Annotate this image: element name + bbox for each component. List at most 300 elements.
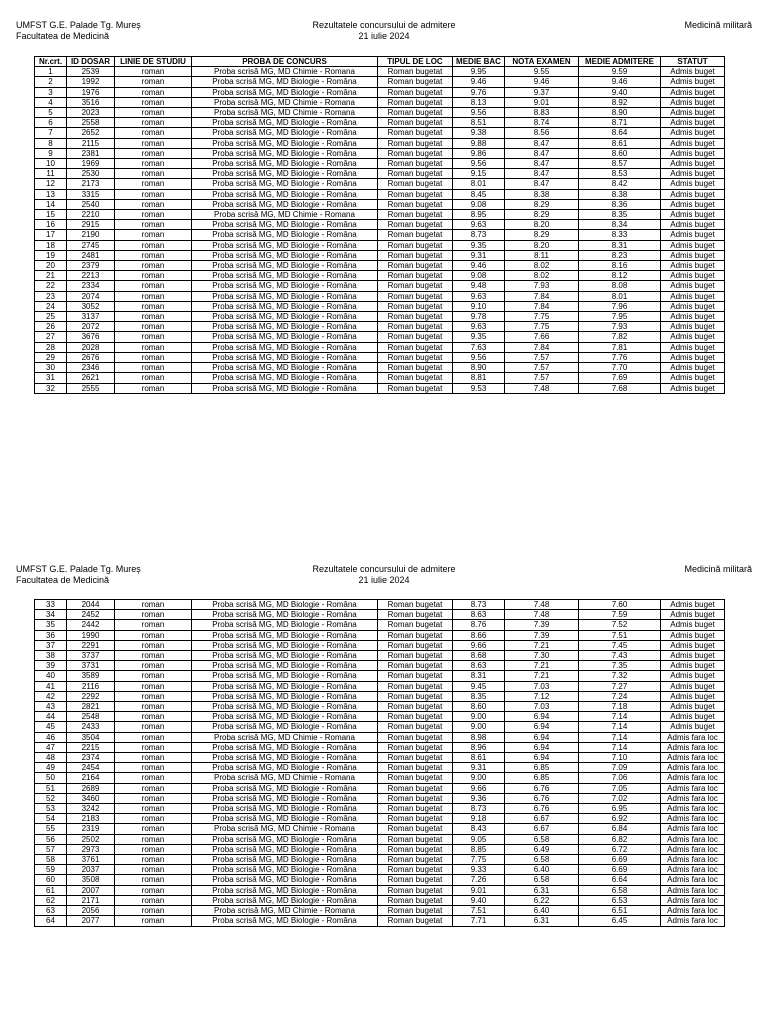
cell-tipul-de-loc: Roman bugetat <box>378 312 453 322</box>
cell-medie-bac: 8.81 <box>453 373 505 383</box>
results-table-page-2 <box>34 599 725 927</box>
table-row <box>35 108 725 118</box>
cell-nota-examen: 6.58 <box>505 834 579 844</box>
cell-nr-crt: 48 <box>35 753 67 763</box>
cell-medie-bac: 9.18 <box>453 814 505 824</box>
table-row <box>35 220 725 230</box>
cell-medie-admitere: 8.35 <box>579 210 661 220</box>
table-row <box>35 352 725 362</box>
cell-nr-crt: 52 <box>35 793 67 803</box>
cell-nr-crt: 6 <box>35 118 67 128</box>
faculty-name: Facultatea de Medicină <box>16 31 110 41</box>
cell-medie-bac: 8.76 <box>453 620 505 630</box>
table-row <box>35 681 725 691</box>
cell-tipul-de-loc: Roman bugetat <box>378 230 453 240</box>
cell-medie-bac: 7.26 <box>453 875 505 885</box>
cell-id-dosar: 3504 <box>67 732 115 742</box>
cell-medie-bac: 8.96 <box>453 742 505 752</box>
cell-id-dosar: 2044 <box>67 600 115 610</box>
cell-medie-admitere: 7.10 <box>579 753 661 763</box>
table-row <box>35 281 725 291</box>
results-title: Rezultatele concursului de admitere <box>312 20 456 30</box>
cell-nr-crt: 43 <box>35 702 67 712</box>
cell-nr-crt: 23 <box>35 291 67 301</box>
cell-medie-admitere: 6.69 <box>579 855 661 865</box>
cell-linie-de-studiu: roman <box>115 230 192 240</box>
cell-proba-de-concurs: Proba scrisă MG, MD Biologie - Româna <box>192 712 378 722</box>
cell-id-dosar: 2915 <box>67 220 115 230</box>
cell-medie-admitere: 7.05 <box>579 783 661 793</box>
cell-medie-admitere: 6.53 <box>579 895 661 905</box>
cell-statut: Admis buget <box>661 342 725 352</box>
cell-nr-crt: 59 <box>35 865 67 875</box>
cell-nr-crt: 44 <box>35 712 67 722</box>
cell-statut: Admis buget <box>661 691 725 701</box>
cell-medie-admitere: 8.90 <box>579 108 661 118</box>
cell-proba-de-concurs: Proba scrisă MG, MD Biologie - Româna <box>192 651 378 661</box>
cell-id-dosar: 2056 <box>67 906 115 916</box>
cell-statut: Admis buget <box>661 651 725 661</box>
cell-linie-de-studiu: roman <box>115 783 192 793</box>
cell-linie-de-studiu: roman <box>115 610 192 620</box>
cell-statut: Admis buget <box>661 77 725 87</box>
cell-medie-admitere: 7.14 <box>579 742 661 752</box>
cell-proba-de-concurs: Proba scrisă MG, MD Biologie - Româna <box>192 691 378 701</box>
cell-statut: Admis buget <box>661 630 725 640</box>
table-row <box>35 824 725 834</box>
cell-medie-bac: 8.13 <box>453 97 505 107</box>
cell-tipul-de-loc: Roman bugetat <box>378 722 453 732</box>
cell-statut: Admis buget <box>661 383 725 393</box>
results-date: 21 iulie 2024 <box>358 31 410 41</box>
cell-statut: Admis buget <box>661 220 725 230</box>
cell-linie-de-studiu: roman <box>115 220 192 230</box>
cell-nr-crt: 28 <box>35 342 67 352</box>
cell-medie-admitere: 8.64 <box>579 128 661 138</box>
cell-tipul-de-loc: Roman bugetat <box>378 383 453 393</box>
cell-proba-de-concurs: Proba scrisă MG, MD Biologie - Româna <box>192 250 378 260</box>
cell-medie-admitere: 7.14 <box>579 712 661 722</box>
program-name: Medicină militară <box>684 20 752 30</box>
cell-proba-de-concurs: Proba scrisă MG, MD Biologie - Româna <box>192 783 378 793</box>
cell-linie-de-studiu: roman <box>115 753 192 763</box>
cell-nr-crt: 35 <box>35 620 67 630</box>
cell-tipul-de-loc: Roman bugetat <box>378 691 453 701</box>
cell-medie-admitere: 6.51 <box>579 906 661 916</box>
cell-nr-crt: 37 <box>35 640 67 650</box>
cell-linie-de-studiu: roman <box>115 834 192 844</box>
cell-nr-crt: 7 <box>35 128 67 138</box>
cell-proba-de-concurs: Proba scrisă MG, MD Biologie - Româna <box>192 373 378 383</box>
cell-linie-de-studiu: roman <box>115 169 192 179</box>
cell-id-dosar: 3676 <box>67 332 115 342</box>
cell-nr-crt: 41 <box>35 681 67 691</box>
cell-medie-bac: 9.01 <box>453 885 505 895</box>
cell-medie-admitere: 7.59 <box>579 610 661 620</box>
university-name: UMFST G.E. Palade Tg. Mureș <box>16 564 141 574</box>
table-row <box>35 250 725 260</box>
cell-statut: Admis buget <box>661 240 725 250</box>
cell-proba-de-concurs: Proba scrisă MG, MD Biologie - Româna <box>192 916 378 926</box>
cell-proba-de-concurs: Proba scrisă MG, MD Biologie - Româna <box>192 885 378 895</box>
cell-medie-admitere: 8.71 <box>579 118 661 128</box>
cell-nr-crt: 12 <box>35 179 67 189</box>
cell-linie-de-studiu: roman <box>115 661 192 671</box>
cell-tipul-de-loc: Roman bugetat <box>378 610 453 620</box>
cell-proba-de-concurs: Proba scrisă MG, MD Chimie - Romana <box>192 732 378 742</box>
header-left <box>16 564 141 586</box>
cell-id-dosar: 2973 <box>67 844 115 854</box>
column-header-nr-crt: Nr.crt. <box>35 57 67 67</box>
cell-nr-crt: 63 <box>35 906 67 916</box>
cell-medie-admitere: 6.58 <box>579 885 661 895</box>
cell-statut: Admis buget <box>661 118 725 128</box>
cell-nr-crt: 54 <box>35 814 67 824</box>
cell-medie-bac: 9.35 <box>453 240 505 250</box>
cell-proba-de-concurs: Proba scrisă MG, MD Biologie - Româna <box>192 702 378 712</box>
cell-linie-de-studiu: roman <box>115 855 192 865</box>
cell-id-dosar: 2171 <box>67 895 115 905</box>
cell-linie-de-studiu: roman <box>115 108 192 118</box>
cell-nota-examen: 8.20 <box>505 220 579 230</box>
table-row <box>35 600 725 610</box>
cell-tipul-de-loc: Roman bugetat <box>378 753 453 763</box>
cell-linie-de-studiu: roman <box>115 128 192 138</box>
cell-linie-de-studiu: roman <box>115 383 192 393</box>
cell-tipul-de-loc: Roman bugetat <box>378 332 453 342</box>
table-row <box>35 783 725 793</box>
cell-nota-examen: 7.39 <box>505 620 579 630</box>
cell-medie-bac: 8.43 <box>453 824 505 834</box>
cell-id-dosar: 2502 <box>67 834 115 844</box>
table-row <box>35 630 725 640</box>
cell-linie-de-studiu: roman <box>115 671 192 681</box>
cell-tipul-de-loc: Roman bugetat <box>378 342 453 352</box>
cell-id-dosar: 2164 <box>67 773 115 783</box>
cell-tipul-de-loc: Roman bugetat <box>378 885 453 895</box>
cell-proba-de-concurs: Proba scrisă MG, MD Biologie - Româna <box>192 753 378 763</box>
cell-nr-crt: 46 <box>35 732 67 742</box>
cell-nota-examen: 6.22 <box>505 895 579 905</box>
cell-id-dosar: 2190 <box>67 230 115 240</box>
table-row <box>35 383 725 393</box>
cell-id-dosar: 1990 <box>67 630 115 640</box>
table-row <box>35 118 725 128</box>
cell-nota-examen: 7.30 <box>505 651 579 661</box>
cell-nr-crt: 55 <box>35 824 67 834</box>
cell-id-dosar: 2452 <box>67 610 115 620</box>
table-row <box>35 651 725 661</box>
cell-medie-admitere: 7.82 <box>579 332 661 342</box>
cell-nota-examen: 6.94 <box>505 732 579 742</box>
cell-medie-bac: 7.51 <box>453 906 505 916</box>
cell-linie-de-studiu: roman <box>115 199 192 209</box>
cell-nota-examen: 8.47 <box>505 138 579 148</box>
cell-nota-examen: 6.94 <box>505 712 579 722</box>
cell-nr-crt: 20 <box>35 261 67 271</box>
cell-linie-de-studiu: roman <box>115 301 192 311</box>
column-header-medie-bac: MEDIE BAC <box>453 57 505 67</box>
cell-statut: Admis buget <box>661 87 725 97</box>
table-row <box>35 722 725 732</box>
cell-medie-bac: 9.66 <box>453 640 505 650</box>
cell-id-dosar: 2558 <box>67 118 115 128</box>
cell-nota-examen: 6.58 <box>505 855 579 865</box>
cell-id-dosar: 2381 <box>67 148 115 158</box>
cell-medie-bac: 8.61 <box>453 753 505 763</box>
cell-linie-de-studiu: roman <box>115 67 192 77</box>
cell-proba-de-concurs: Proba scrisă MG, MD Biologie - Româna <box>192 610 378 620</box>
cell-nr-crt: 62 <box>35 895 67 905</box>
cell-tipul-de-loc: Roman bugetat <box>378 895 453 905</box>
cell-medie-admitere: 7.14 <box>579 732 661 742</box>
cell-medie-bac: 7.75 <box>453 855 505 865</box>
cell-linie-de-studiu: roman <box>115 773 192 783</box>
cell-statut: Admis buget <box>661 620 725 630</box>
cell-linie-de-studiu: roman <box>115 87 192 97</box>
cell-nota-examen: 6.49 <box>505 844 579 854</box>
cell-nota-examen: 8.29 <box>505 210 579 220</box>
table-body <box>35 67 725 394</box>
cell-proba-de-concurs: Proba scrisă MG, MD Biologie - Româna <box>192 271 378 281</box>
cell-medie-admitere: 6.69 <box>579 865 661 875</box>
cell-statut: Admis buget <box>661 281 725 291</box>
cell-nota-examen: 7.21 <box>505 671 579 681</box>
cell-tipul-de-loc: Roman bugetat <box>378 620 453 630</box>
cell-id-dosar: 2213 <box>67 271 115 281</box>
cell-tipul-de-loc: Roman bugetat <box>378 301 453 311</box>
cell-nr-crt: 47 <box>35 742 67 752</box>
cell-linie-de-studiu: roman <box>115 916 192 926</box>
cell-nr-crt: 11 <box>35 169 67 179</box>
cell-proba-de-concurs: Proba scrisă MG, MD Chimie - Romana <box>192 824 378 834</box>
table-row <box>35 895 725 905</box>
cell-medie-admitere: 6.72 <box>579 844 661 854</box>
cell-id-dosar: 2292 <box>67 691 115 701</box>
table-row <box>35 640 725 650</box>
cell-medie-bac: 7.71 <box>453 916 505 926</box>
cell-nr-crt: 31 <box>35 373 67 383</box>
cell-proba-de-concurs: Proba scrisă MG, MD Biologie - Româna <box>192 118 378 128</box>
cell-linie-de-studiu: roman <box>115 97 192 107</box>
cell-medie-admitere: 7.02 <box>579 793 661 803</box>
cell-nota-examen: 8.02 <box>505 261 579 271</box>
cell-id-dosar: 2072 <box>67 322 115 332</box>
table-row <box>35 875 725 885</box>
table-row <box>35 210 725 220</box>
cell-statut: Admis buget <box>661 671 725 681</box>
cell-proba-de-concurs: Proba scrisă MG, MD Biologie - Româna <box>192 793 378 803</box>
cell-nota-examen: 7.03 <box>505 681 579 691</box>
cell-medie-bac: 8.31 <box>453 671 505 681</box>
cell-nr-crt: 1 <box>35 67 67 77</box>
cell-tipul-de-loc: Roman bugetat <box>378 814 453 824</box>
cell-tipul-de-loc: Roman bugetat <box>378 169 453 179</box>
cell-medie-admitere: 7.35 <box>579 661 661 671</box>
cell-id-dosar: 2215 <box>67 742 115 752</box>
cell-tipul-de-loc: Roman bugetat <box>378 189 453 199</box>
table-row <box>35 230 725 240</box>
cell-nr-crt: 42 <box>35 691 67 701</box>
cell-medie-admitere: 9.59 <box>579 67 661 77</box>
cell-id-dosar: 1969 <box>67 159 115 169</box>
cell-tipul-de-loc: Roman bugetat <box>378 220 453 230</box>
cell-proba-de-concurs: Proba scrisă MG, MD Biologie - Româna <box>192 875 378 885</box>
cell-statut: Admis buget <box>661 169 725 179</box>
cell-tipul-de-loc: Roman bugetat <box>378 261 453 271</box>
cell-medie-bac: 9.33 <box>453 865 505 875</box>
cell-nota-examen: 7.03 <box>505 702 579 712</box>
cell-statut: Admis buget <box>661 681 725 691</box>
cell-nota-examen: 8.83 <box>505 108 579 118</box>
cell-statut: Admis fara loc <box>661 763 725 773</box>
cell-proba-de-concurs: Proba scrisă MG, MD Biologie - Româna <box>192 722 378 732</box>
cell-medie-admitere: 7.14 <box>579 722 661 732</box>
cell-tipul-de-loc: Roman bugetat <box>378 77 453 87</box>
cell-proba-de-concurs: Proba scrisă MG, MD Chimie - Romana <box>192 210 378 220</box>
cell-tipul-de-loc: Roman bugetat <box>378 661 453 671</box>
cell-nr-crt: 27 <box>35 332 67 342</box>
cell-medie-bac: 8.63 <box>453 610 505 620</box>
cell-nr-crt: 29 <box>35 352 67 362</box>
table-row <box>35 199 725 209</box>
cell-id-dosar: 2481 <box>67 250 115 260</box>
cell-nr-crt: 4 <box>35 97 67 107</box>
cell-medie-bac: 8.51 <box>453 118 505 128</box>
cell-linie-de-studiu: roman <box>115 312 192 322</box>
cell-nota-examen: 8.11 <box>505 250 579 260</box>
cell-tipul-de-loc: Roman bugetat <box>378 118 453 128</box>
cell-nr-crt: 25 <box>35 312 67 322</box>
cell-linie-de-studiu: roman <box>115 250 192 260</box>
cell-nota-examen: 8.47 <box>505 148 579 158</box>
cell-tipul-de-loc: Roman bugetat <box>378 291 453 301</box>
cell-linie-de-studiu: roman <box>115 210 192 220</box>
cell-id-dosar: 3761 <box>67 855 115 865</box>
cell-id-dosar: 2334 <box>67 281 115 291</box>
cell-proba-de-concurs: Proba scrisă MG, MD Biologie - Româna <box>192 342 378 352</box>
cell-proba-de-concurs: Proba scrisă MG, MD Biologie - Româna <box>192 281 378 291</box>
cell-id-dosar: 2676 <box>67 352 115 362</box>
cell-nr-crt: 15 <box>35 210 67 220</box>
cell-medie-bac: 9.00 <box>453 722 505 732</box>
cell-tipul-de-loc: Roman bugetat <box>378 250 453 260</box>
cell-statut: Admis buget <box>661 600 725 610</box>
cell-proba-de-concurs: Proba scrisă MG, MD Chimie - Romana <box>192 97 378 107</box>
cell-tipul-de-loc: Roman bugetat <box>378 793 453 803</box>
cell-linie-de-studiu: roman <box>115 742 192 752</box>
cell-nota-examen: 8.29 <box>505 199 579 209</box>
cell-medie-admitere: 7.06 <box>579 773 661 783</box>
cell-nr-crt: 8 <box>35 138 67 148</box>
cell-nr-crt: 17 <box>35 230 67 240</box>
cell-nota-examen: 7.21 <box>505 640 579 650</box>
table-row <box>35 885 725 895</box>
cell-tipul-de-loc: Roman bugetat <box>378 97 453 107</box>
cell-medie-bac: 9.63 <box>453 291 505 301</box>
cell-linie-de-studiu: roman <box>115 240 192 250</box>
cell-medie-admitere: 7.69 <box>579 373 661 383</box>
table-row <box>35 855 725 865</box>
cell-statut: Admis buget <box>661 210 725 220</box>
cell-id-dosar: 2689 <box>67 783 115 793</box>
cell-nota-examen: 9.46 <box>505 77 579 87</box>
cell-nr-crt: 53 <box>35 804 67 814</box>
cell-statut: Admis buget <box>661 138 725 148</box>
cell-linie-de-studiu: roman <box>115 681 192 691</box>
cell-medie-bac: 9.35 <box>453 332 505 342</box>
table-row <box>35 373 725 383</box>
cell-linie-de-studiu: roman <box>115 865 192 875</box>
cell-id-dosar: 2173 <box>67 179 115 189</box>
cell-proba-de-concurs: Proba scrisă MG, MD Biologie - Româna <box>192 138 378 148</box>
cell-medie-bac: 8.66 <box>453 630 505 640</box>
cell-proba-de-concurs: Proba scrisă MG, MD Biologie - Româna <box>192 855 378 865</box>
cell-medie-bac: 8.60 <box>453 702 505 712</box>
cell-proba-de-concurs: Proba scrisă MG, MD Biologie - Româna <box>192 865 378 875</box>
cell-nr-crt: 16 <box>35 220 67 230</box>
cell-statut: Admis buget <box>661 712 725 722</box>
cell-statut: Admis buget <box>661 610 725 620</box>
cell-medie-admitere: 7.32 <box>579 671 661 681</box>
cell-nota-examen: 8.38 <box>505 189 579 199</box>
cell-tipul-de-loc: Roman bugetat <box>378 630 453 640</box>
cell-medie-admitere: 7.09 <box>579 763 661 773</box>
cell-medie-bac: 9.46 <box>453 77 505 87</box>
cell-proba-de-concurs: Proba scrisă MG, MD Biologie - Româna <box>192 671 378 681</box>
table-row <box>35 691 725 701</box>
cell-proba-de-concurs: Proba scrisă MG, MD Biologie - Româna <box>192 312 378 322</box>
cell-linie-de-studiu: roman <box>115 138 192 148</box>
cell-id-dosar: 2183 <box>67 814 115 824</box>
cell-medie-admitere: 7.43 <box>579 651 661 661</box>
cell-statut: Admis buget <box>661 661 725 671</box>
cell-nota-examen: 9.55 <box>505 67 579 77</box>
cell-tipul-de-loc: Roman bugetat <box>378 640 453 650</box>
table-row <box>35 742 725 752</box>
cell-statut: Admis buget <box>661 250 725 260</box>
cell-linie-de-studiu: roman <box>115 630 192 640</box>
cell-medie-bac: 9.63 <box>453 220 505 230</box>
cell-id-dosar: 2745 <box>67 240 115 250</box>
cell-medie-admitere: 7.95 <box>579 312 661 322</box>
cell-id-dosar: 2379 <box>67 261 115 271</box>
cell-nota-examen: 6.94 <box>505 722 579 732</box>
cell-tipul-de-loc: Roman bugetat <box>378 281 453 291</box>
cell-linie-de-studiu: roman <box>115 332 192 342</box>
cell-nota-examen: 8.47 <box>505 169 579 179</box>
cell-tipul-de-loc: Roman bugetat <box>378 67 453 77</box>
cell-medie-admitere: 8.61 <box>579 138 661 148</box>
cell-nr-crt: 21 <box>35 271 67 281</box>
cell-medie-admitere: 8.36 <box>579 199 661 209</box>
column-header-medie-admitere: MEDIE ADMITERE <box>579 57 661 67</box>
cell-statut: Admis fara loc <box>661 753 725 763</box>
cell-id-dosar: 2539 <box>67 67 115 77</box>
cell-proba-de-concurs: Proba scrisă MG, MD Biologie - Româna <box>192 640 378 650</box>
cell-nr-crt: 13 <box>35 189 67 199</box>
cell-statut: Admis fara loc <box>661 834 725 844</box>
cell-proba-de-concurs: Proba scrisă MG, MD Biologie - Româna <box>192 322 378 332</box>
cell-proba-de-concurs: Proba scrisă MG, MD Biologie - Româna <box>192 128 378 138</box>
table-row <box>35 844 725 854</box>
cell-nota-examen: 9.01 <box>505 97 579 107</box>
table-row <box>35 753 725 763</box>
cell-tipul-de-loc: Roman bugetat <box>378 875 453 885</box>
cell-nr-crt: 38 <box>35 651 67 661</box>
cell-medie-admitere: 6.95 <box>579 804 661 814</box>
cell-proba-de-concurs: Proba scrisă MG, MD Biologie - Româna <box>192 230 378 240</box>
